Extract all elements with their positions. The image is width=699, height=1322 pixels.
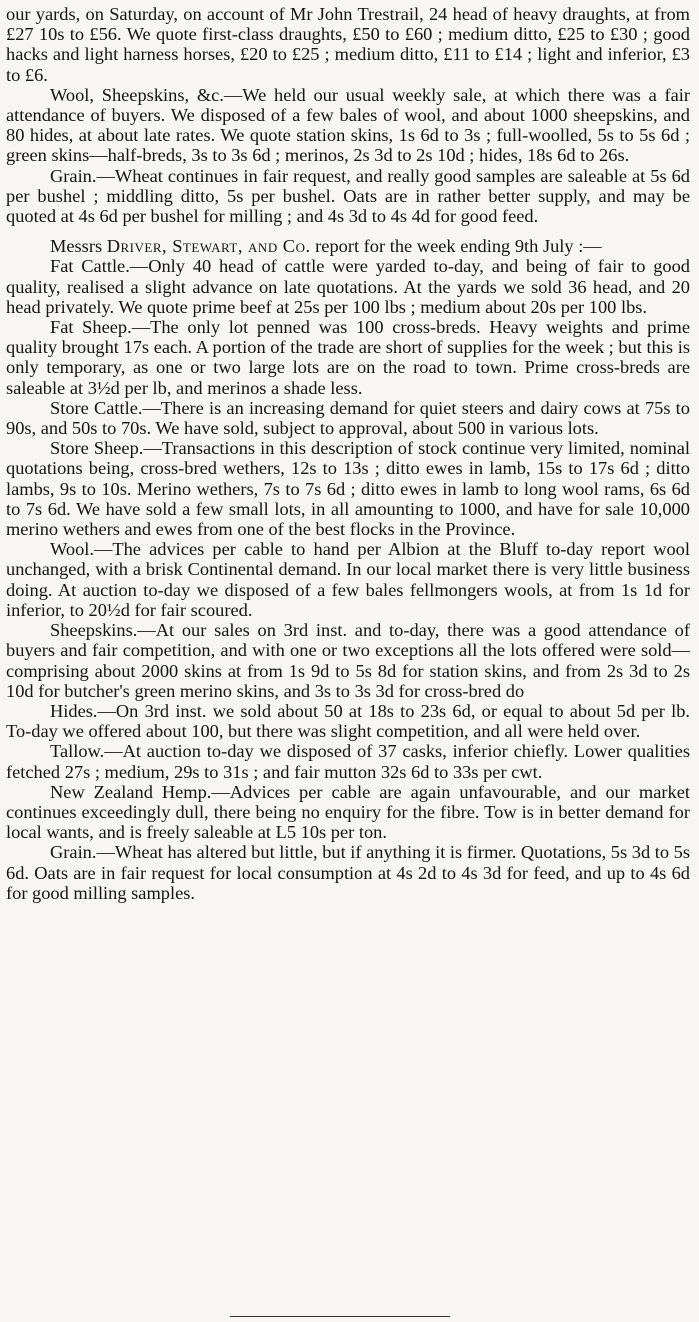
report-period: report for the week ending 9th July :— [310, 236, 602, 257]
paragraph-hides: Hides.—On 3rd inst. we sold about 50 at 18s to 23s 6d, or equal to about 5d per lb. To-day we offered about 100, but there was slight competition, and all were held over. [6, 700, 690, 742]
firm-name: Driver, Stewart, and Co. [106, 236, 311, 257]
paragraph-grain-2: Grain.—Wheat has altered but little, but if anything it is firmer. Quotations, 5s 3d to 5s 6d. Oats are in fair request for local consumption at 4s 2d to 4s 3d for feed, and up to 4s 6d for good milling samples. [6, 842, 690, 903]
paragraph-firm-report [6, 236, 690, 256]
article-column [6, 4, 690, 903]
paragraph-store-sheep: Store Sheep.—Transactions in this description of stock continue very limited, nominal quotations being, cross-bred wethers, 12s to 13s ; ditto ewes in lamb, 15s to 17s 6d ; ditto lambs, 9s to 10s. Merino wethers, 7s to 7s 6d ; ditto ewes in lamb to long wool rams, 6s 6d to 7s 6d. We have sold a few small lots, in all amounting to 1000, and have for sale 10,000 merino wethers and ewes from one of the best flocks in the Province. [6, 438, 690, 540]
paragraph-sheepskins: Sheepskins.—At our sales on 3rd inst. and to-day, there was a good attendance of buyers and fair competition, and with one or two exceptions all the lots offered were sold—comprising about 2000 skins at from 1s 9d to 5s 8d for station skins, and from 2s 3d to 2s 10d for butcher's green merino skins, and 3s to 3s 3d for cross-bred do [6, 620, 690, 701]
paragraph-fat-cattle: Fat Cattle.—Only 40 head of cattle were yarded to-day, and being of fair to good quality, realised a slight advance on late quotations. At the yards we sold 36 head, and 20 head privately. We quote prime beef at 25s per 100 lbs ; medium about 20s per 100 lbs. [6, 256, 690, 317]
paragraph-grain: Grain.—Wheat continues in fair request, and really good samples are saleable at 5s 6d per bushel ; middling ditto, 5s per bushel. Oats are in rather better supply, and may be quoted at 4s 6d per bushel for milling ; and 4s 3d to 4s 4d for good feed. [6, 165, 690, 227]
report-intro: Messrs [50, 236, 107, 257]
paragraph-store-cattle: Store Cattle.—There is an increasing demand for quiet steers and dairy cows at 75s to 90s, and 50s to 70s. We have sold, subject to approval, about 500 in various lots. [6, 397, 690, 439]
paragraph-horses: our yards, on Saturday, on account of Mr John Trestrail, 24 head of heavy draughts, at from £27 10s to £56. We quote first-class draughts, £50 to £60 ; medium ditto, £25 to £30 ; good hacks and light harness horses, £20 to £25 ; medium ditto, £11 to £14 ; light and inferior, £3 to £6. [6, 4, 690, 85]
paragraph-wool: Wool.—The advices per cable to hand per Albion at the Bluff to-day report wool unchanged, with a brisk Continental demand. In our local market there is very little business doing. At auction to-day we disposed of a few bales fellmongers wools, at from 1s 1d for inferior, to 20½d for fair scoured. [6, 539, 690, 620]
paragraph-tallow: Tallow.—At auction to-day we disposed of 37 casks, inferior chiefly. Lower qualities fetched 27s ; medium, 29s to 31s ; and fair mutton 32s 6d to 33s per cwt. [6, 741, 690, 782]
column-rule [230, 1316, 450, 1317]
paragraph-wool-sheepskins: Wool, Sheepskins, &c.—We held our usual weekly sale, at which there was a fair attendance of buyers. We disposed of a few bales of wool, and about 1000 sheepskins, and 80 hides, at about late rates. We quote station skins, 1s 6d to 3s ; full-woolled, 5s to 5s 6d ; green skins—half-breds, 3s to 3s 6d ; merinos, 2s 3d to 2s 10d ; hides, 18s 6d to 26s. [6, 84, 690, 166]
paragraph-fat-sheep: Fat Sheep.—The only lot penned was 100 cross-breds. Heavy weights and prime quality brought 17s each. A portion of the trade are short of supplies for the week ; but this is only temporary, as one or two large lots are on the road to town. Prime cross-breds are saleable at 3½d per lb, and merinos a shade less. [6, 317, 690, 398]
paragraph-nz-hemp: New Zealand Hemp.—Advices per cable are again unfavourable, and our market continues exceedingly dull, there being no enquiry for the fibre. Tow is in better demand for local wants, and is freely saleable at L5 10s per ton. [6, 781, 690, 843]
